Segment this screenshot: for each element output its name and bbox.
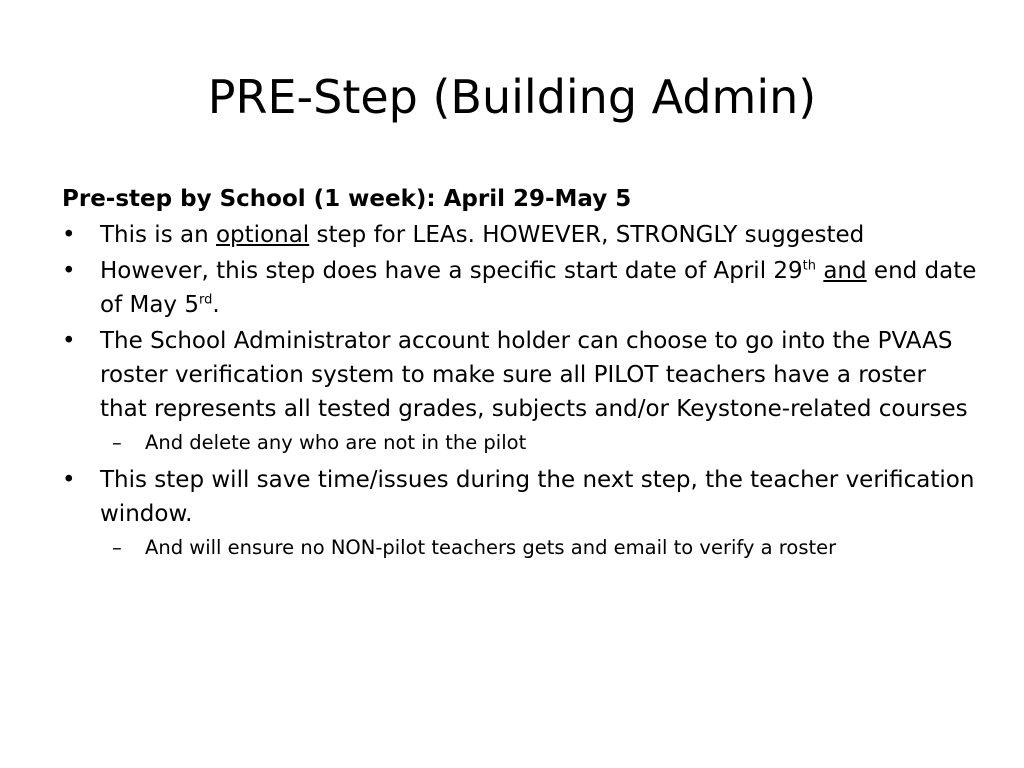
bullet-icon: • [62, 467, 76, 493]
slide-title: PRE-Step (Building Admin) [207, 70, 817, 124]
slide-body [62, 182, 977, 568]
section-heading: Pre-step by School (1 week): April 29-May 5 [62, 186, 632, 212]
dash-icon: – [112, 536, 122, 559]
bullet-save-time [62, 463, 977, 531]
bullet-text-part: end date of May 5 [100, 258, 977, 318]
bullet-text-part: . [212, 292, 220, 318]
sub-bullet-text: And will ensure no NON-pilot teachers gets and email to verify a roster [145, 536, 837, 559]
bullet-text: The School Administrator account holder can choose to go into the PVAAS roster verification system to make sure all PILOT teachers have a roster that represents all tested grades, subjects and/or Keystone-related courses [100, 328, 968, 422]
sub-bullet-ensure [62, 533, 977, 562]
ordinal-suffix: th [802, 258, 817, 274]
bullet-text: This step will save time/issues during the next step, the teacher verification window. [100, 467, 975, 527]
bullet-icon: • [62, 258, 76, 284]
underlined-word-optional: optional [215, 222, 310, 248]
dash-icon: – [112, 431, 122, 454]
bullet-dates [62, 254, 977, 322]
bullet-text-part: However, this step does have a specific start date of April 29 [100, 258, 803, 284]
ordinal-suffix: rd [198, 292, 213, 308]
bullet-admin-roster [62, 324, 977, 426]
bullet-text-part: step for LEAs. HOWEVER, STRONGLY suggested [309, 222, 865, 248]
sub-bullet-delete [62, 428, 977, 457]
bullet-text-part: This is an [100, 222, 216, 248]
underlined-word-and: and [823, 258, 867, 284]
sub-bullet-text: And delete any who are not in the pilot [145, 431, 527, 454]
bullet-icon: • [62, 328, 76, 354]
bullet-icon: • [62, 222, 76, 248]
bullet-optional-step [62, 218, 977, 252]
